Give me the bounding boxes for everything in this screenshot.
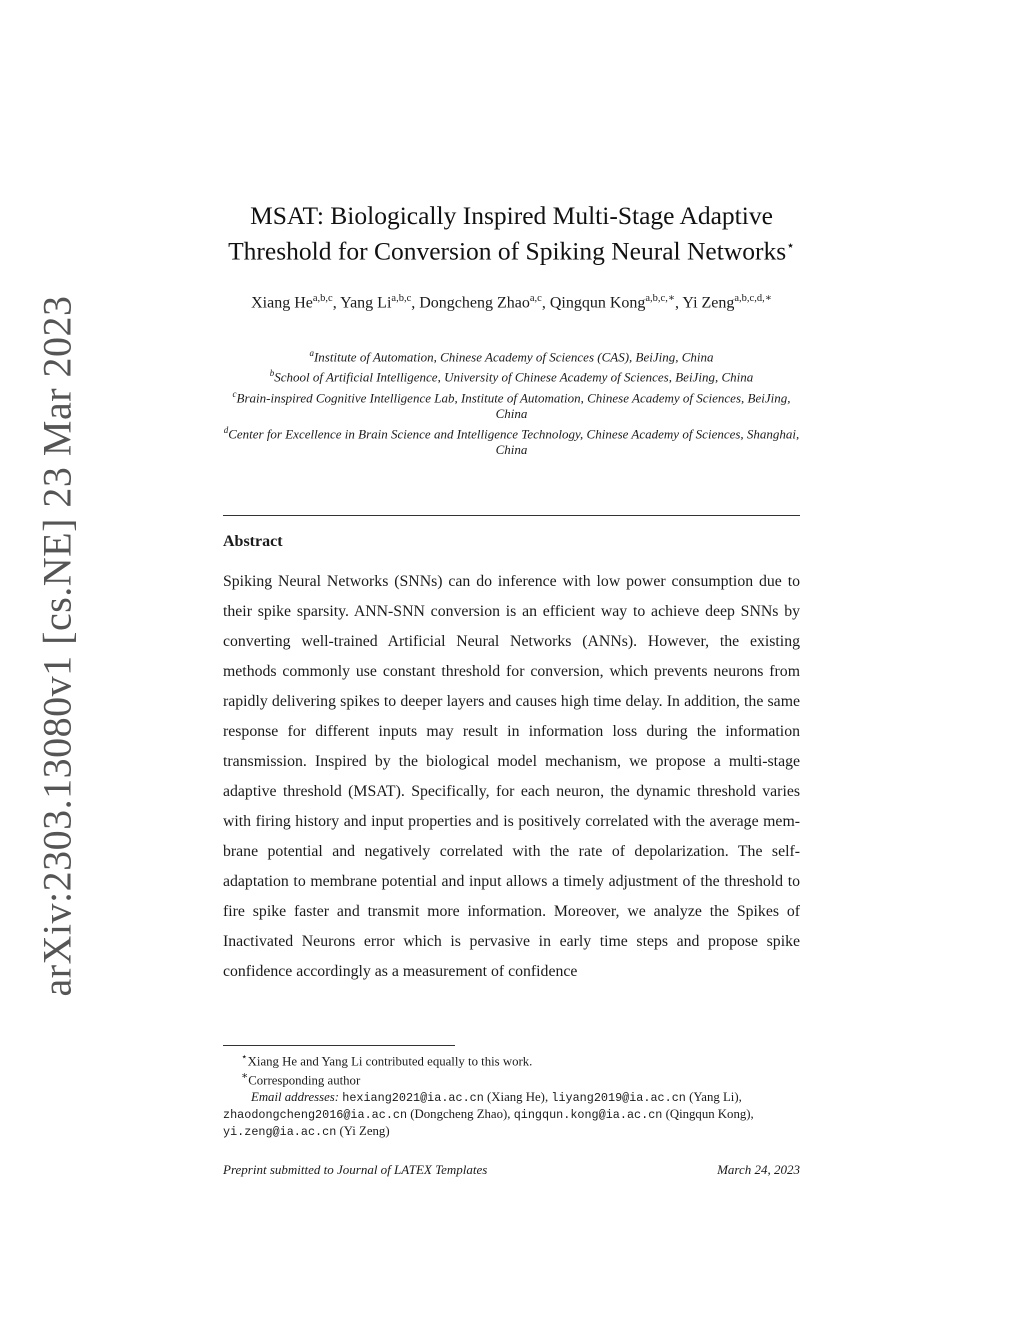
affiliation-item	[223, 345, 800, 365]
affiliation-text: Institute of Automation, Chinese Academy of Sciences (CAS), BeiJing, China	[313, 349, 714, 365]
affiliation-text: Brain-inspired Cognitive Intelligence Lab, Institute of Automation, Chinese Academy of Sciences, BeiJing, China	[236, 389, 791, 421]
affiliation-item	[223, 422, 800, 458]
affiliation-mark: d	[223, 424, 229, 435]
footnote-rule	[223, 1045, 455, 1046]
author-name: Yi Zeng	[682, 294, 735, 312]
affiliation-list	[223, 345, 800, 458]
affiliation-text: Center for Excellence in Brain Science and Intelligence Technology, Chinese Academy of Sciences, Shanghai, China	[228, 426, 800, 458]
paper-title	[223, 200, 800, 267]
email-owner: (Yi Zeng)	[339, 1123, 390, 1138]
title-footnote-mark: ⋆	[786, 239, 795, 254]
title-line-1: MSAT: Biologically Inspired Multi-Stage Adaptive	[250, 201, 773, 230]
abstract-heading: Abstract	[223, 533, 283, 550]
author-sup: a,b,c	[391, 293, 412, 304]
footnote-emails: Email addresses: hexiang2021@ia.ac.cn (Xiang He), liyang2019@ia.ac.cn (Yang Li), zhaodongcheng2016@ia.ac.cn (Dongcheng Zhao), qingqun.kong@ia.ac.cn (Qingqun Kong), yi.zeng@ia.ac.cn (Yi Zeng)	[223, 1089, 754, 1139]
affiliation-mark: a	[309, 348, 314, 358]
footnotes	[223, 1050, 800, 1140]
footnote-mark: ⋆	[241, 1052, 248, 1063]
footnote-corresponding	[223, 1069, 800, 1088]
footer-journal: Preprint submitted to Journal of LATEX Templates	[223, 1162, 488, 1177]
affiliation-item	[223, 365, 800, 385]
author-sup: a,c	[529, 293, 542, 304]
author-name: Dongcheng Zhao	[419, 294, 530, 312]
abstract-body: Spiking Neural Networks (SNNs) can do inference with low power consumption due to their spike sparsity. ANN-SNN conversion is an efficient way to achieve deep SNNs by converting well-trained Artificial Neural Networks (ANNs). However, the existing methods commonly use constant threshold for conversion, which prevents neurons from rapidly delivering spikes to deeper layers and causes high time delay. In addition, the same response for different inputs may result in information loss during the information transmission. Inspired by the biological model mechanism, we propose a multi-stage adaptive threshold (MSAT). Specifically, for each neuron, the dynamic threshold varies with firing history and input properties and is positively correlated with the average membrane potential and negatively correlated with the rate of depolarization. The self-adaptation to membrane potential and input allows a timely adjustment of the threshold to fire spike faster and transmit more information. Moreover, we analyze the Spikes of Inactivated Neurons error which is pervasive in early time steps and propose spike confidence accordingly as a measurement of confidence	[223, 573, 800, 980]
email-owner: (Qingqun Kong)	[665, 1106, 751, 1121]
author-sup: a,b,c,d,∗	[734, 293, 772, 304]
author-sup: a,b,c	[312, 293, 333, 304]
email-owner: (Xiang He)	[487, 1089, 545, 1104]
abstract-top-rule	[223, 515, 800, 516]
author-sup: a,b,c,∗	[645, 293, 675, 304]
footnote-mark: ∗	[241, 1071, 249, 1083]
email-label: Email addresses:	[251, 1089, 340, 1104]
footnote-text: Corresponding author	[248, 1073, 361, 1088]
affiliation-item	[223, 386, 800, 422]
email-link[interactable]: hexiang2021@ia.ac.cn	[342, 1090, 484, 1105]
author-name: Qingqun Kong	[549, 294, 646, 312]
author-list: Xiang He$^{a,b,c}$, Yang Li$^{a,b,c}$, Dongcheng Zhao$^{a,c}$, Qingqun Kong$^{a,b,c,∗}$, Yi Zeng$^{a,b,c,d,∗}$	[251, 293, 772, 312]
email-owner: (Dongcheng Zhao)	[410, 1106, 508, 1121]
affiliation-mark: b	[269, 368, 275, 379]
title-line-2: Threshold for Conversion of Spiking Neural Networks	[228, 236, 787, 266]
email-link[interactable]: yi.zeng@ia.ac.cn	[223, 1124, 337, 1139]
page-footer	[223, 1162, 800, 1178]
email-owner: (Yang Li)	[689, 1089, 739, 1104]
affiliation-text: School of Artificial Intelligence, University of Chinese Academy of Sciences, BeiJing, China	[274, 369, 754, 385]
arxiv-side-stamp: arXiv:2303.13080v1 [cs.NE] 23 Mar 2023	[34, 295, 80, 997]
footnote-text: Xiang He and Yang Li contributed equally to this work.	[247, 1054, 533, 1069]
email-link[interactable]: qingqun.kong@ia.ac.cn	[513, 1107, 663, 1122]
email-link[interactable]: liyang2019@ia.ac.cn	[551, 1090, 686, 1105]
footer-date: March 24, 2023	[717, 1162, 800, 1177]
author-name: Yang Li	[340, 294, 392, 312]
email-link[interactable]: zhaodongcheng2016@ia.ac.cn	[223, 1107, 408, 1122]
footnote-equal-contribution	[223, 1050, 800, 1069]
author-name: Xiang He	[251, 294, 313, 312]
affiliation-mark: c	[232, 388, 237, 399]
